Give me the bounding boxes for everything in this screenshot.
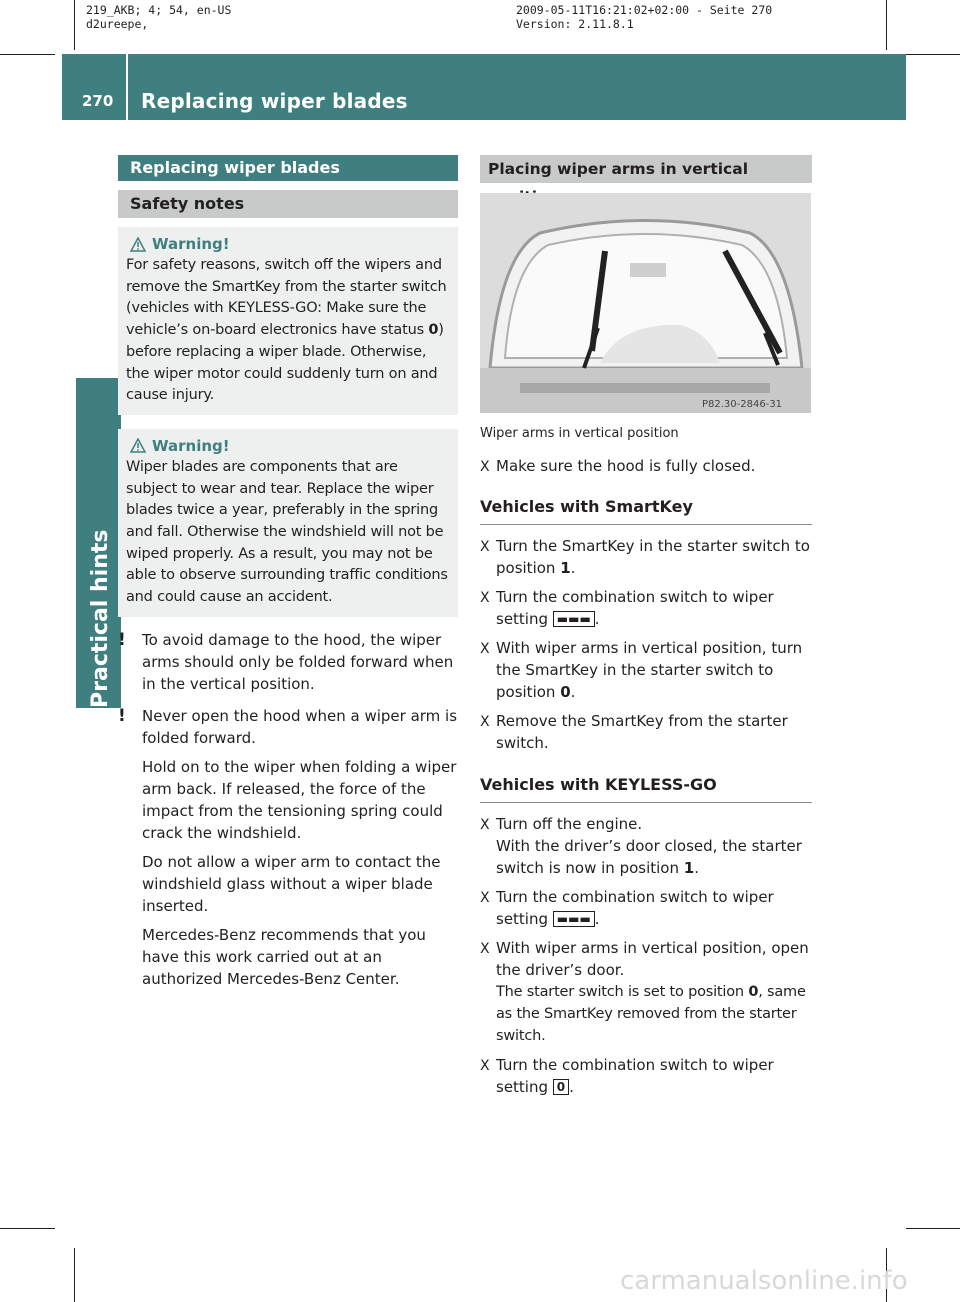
step-arrow-icon: X xyxy=(480,714,490,730)
step-text: Remove the SmartKey from the starter switch. xyxy=(496,712,788,752)
left-column xyxy=(118,155,458,997)
wiper-setting-icon: ▬▬▬ xyxy=(553,911,595,927)
wiper-off-icon: 0 xyxy=(553,1079,569,1095)
figure-windshield xyxy=(480,193,811,413)
note-paragraph: Do not allow a wiper arm to contact the windshield glass without a wiper blade inserted. xyxy=(142,852,441,915)
step-arrow-icon: X xyxy=(480,539,490,555)
subheading: Vehicles with KEYLESS-GO xyxy=(480,774,812,803)
position-value: 0 xyxy=(748,984,759,1000)
step-text xyxy=(496,1054,812,1098)
figure-code: P82.30-2846-31 xyxy=(702,399,783,410)
step-item xyxy=(480,886,812,930)
crop-mark xyxy=(0,54,55,55)
warning-text-part: For safety reasons, switch off the wipers and remove the SmartKey from the starter switch (vehicles with KEYLESS-GO: Make sure the vehicle’s on-board electronics have status xyxy=(126,257,447,339)
note-exclamation-icon: ! xyxy=(118,705,126,726)
warning-triangle-icon xyxy=(130,438,146,453)
crop-mark xyxy=(906,1228,960,1229)
step-text-part: With wiper arms in vertical position, turn the SmartKey in the starter switch to position xyxy=(496,639,803,701)
step-item xyxy=(480,710,812,754)
warning-text xyxy=(126,255,450,407)
step-text-part: . xyxy=(570,559,576,577)
watermark: carmanualsonline.info xyxy=(620,1266,908,1296)
step-text xyxy=(496,937,812,1047)
step-text-part: Turn the combination switch to wiper setting xyxy=(496,588,774,628)
crop-mark xyxy=(886,0,887,50)
step-arrow-icon: X xyxy=(480,941,490,957)
note-paragraph: Never open the hood when a wiper arm is folded forward. xyxy=(142,706,458,747)
note-exclamation-icon: ! xyxy=(118,629,126,650)
step-item xyxy=(480,535,812,579)
meta-line: 2009-05-11T16:21:02+02:00 - Seite 270 xyxy=(516,3,773,17)
page-number: 270 xyxy=(82,92,114,110)
warning-title: Warning! xyxy=(152,436,230,455)
step-item xyxy=(480,586,812,630)
warning-triangle-icon xyxy=(130,237,146,252)
step-arrow-icon: X xyxy=(480,641,490,657)
step-arrow-icon: X xyxy=(480,459,490,475)
step-item xyxy=(480,813,812,879)
step-text-part: , same as the SmartKey removed from the starter switch. xyxy=(496,984,806,1044)
sidebar-label: Practical hints xyxy=(88,529,113,708)
step-text-part: Turn the combination switch to wiper setting xyxy=(496,1056,774,1096)
note-item xyxy=(118,705,458,997)
position-value: 1 xyxy=(683,859,695,877)
crop-mark xyxy=(906,54,960,55)
warning-text-part: ) before replacing a wiper blade. Otherwise, the wiper motor could suddenly turn on and cause injury. xyxy=(126,322,444,404)
step-item xyxy=(480,937,812,1047)
windshield-illustration xyxy=(480,193,811,413)
warning-text: Wiper blades are components that are subject to wear and tear. Replace the wiper blades twice a year, preferably in the spring and fall. Otherwise the windshield will not be wiped properly. As a result, you may not be able to observe surrounding traffic conditions and could cause an accident. xyxy=(126,458,448,606)
step-text-part: . xyxy=(594,610,600,628)
position-value: 1 xyxy=(560,559,571,577)
step-text xyxy=(496,637,812,703)
crop-mark xyxy=(74,0,75,50)
header-page-box xyxy=(62,54,126,120)
step-item xyxy=(480,1054,812,1098)
step-text-part: Turn the combination switch to wiper setting xyxy=(496,888,774,928)
crop-mark xyxy=(0,1228,55,1229)
note-text: To avoid damage to the hood, the wiper arms should only be folded forward when in the vertical position. xyxy=(142,630,454,693)
step-text-part: . xyxy=(570,683,576,701)
step-text-line: With wiper arms in vertical position, open the driver’s door. xyxy=(496,939,809,979)
step-text-part: The starter switch is set to position xyxy=(496,984,749,1000)
warning-heading xyxy=(126,233,450,255)
note-paragraph: Mercedes-Benz recommends that you have this work carried out at an authorized Mercedes-Benz Center. xyxy=(142,925,426,988)
warning-heading xyxy=(126,435,450,457)
figure-caption: Wiper arms in vertical position xyxy=(480,426,679,441)
section-title: Replacing wiper blades xyxy=(118,155,458,181)
step-text: Make sure the hood is fully closed. xyxy=(496,457,756,475)
step-arrow-icon: X xyxy=(480,590,490,606)
meta-line: d2ureepe, xyxy=(86,17,149,31)
step-text-part: . xyxy=(569,1078,574,1096)
section-title: Placing wiper arms in vertical xyxy=(480,155,812,183)
step-item xyxy=(480,637,812,703)
meta-line: Version: 2.11.8.1 xyxy=(516,17,634,31)
warning-box xyxy=(118,429,458,617)
step-arrow-icon: X xyxy=(480,1058,490,1074)
meta-line: 219_AKB; 4; 54, en-US xyxy=(86,3,232,17)
header-title: Replacing wiper blades xyxy=(141,89,408,113)
step-result xyxy=(496,835,812,879)
print-meta-left xyxy=(86,3,231,31)
subheading: Vehicles with SmartKey xyxy=(480,496,812,525)
step-text-part: With the driver’s door closed, the starter switch is now in position xyxy=(496,837,802,877)
warning-box xyxy=(118,227,458,415)
subsection-title: Safety notes xyxy=(118,190,458,218)
step-arrow-icon: X xyxy=(480,890,490,906)
warning-title: Warning! xyxy=(152,235,230,253)
step-text-line: Turn off the engine. xyxy=(496,815,643,833)
right-column xyxy=(480,155,812,1098)
note-item xyxy=(118,629,458,695)
step-text xyxy=(496,586,812,630)
note-body xyxy=(142,705,458,997)
step-text-part: . xyxy=(594,910,600,928)
step-item xyxy=(480,455,812,478)
step-arrow-icon: X xyxy=(480,817,490,833)
position-value: 0 xyxy=(560,683,571,701)
step-text xyxy=(496,886,812,930)
step-text xyxy=(496,535,812,579)
crop-mark xyxy=(74,1248,75,1302)
note-paragraph: Hold on to the wiper when folding a wiper arm back. If released, the force of the impact from the tensioning spring could crack the windshield. xyxy=(142,757,457,842)
step-text-part: Turn the SmartKey in the starter switch to position xyxy=(496,537,810,577)
wiper-setting-icon: ▬▬▬ xyxy=(553,611,595,627)
step-result xyxy=(496,981,812,1047)
status-value: 0 xyxy=(428,322,439,339)
step-text-part: . xyxy=(694,859,699,877)
header-divider xyxy=(126,54,128,120)
print-meta-right xyxy=(516,3,772,31)
step-text xyxy=(496,813,812,879)
